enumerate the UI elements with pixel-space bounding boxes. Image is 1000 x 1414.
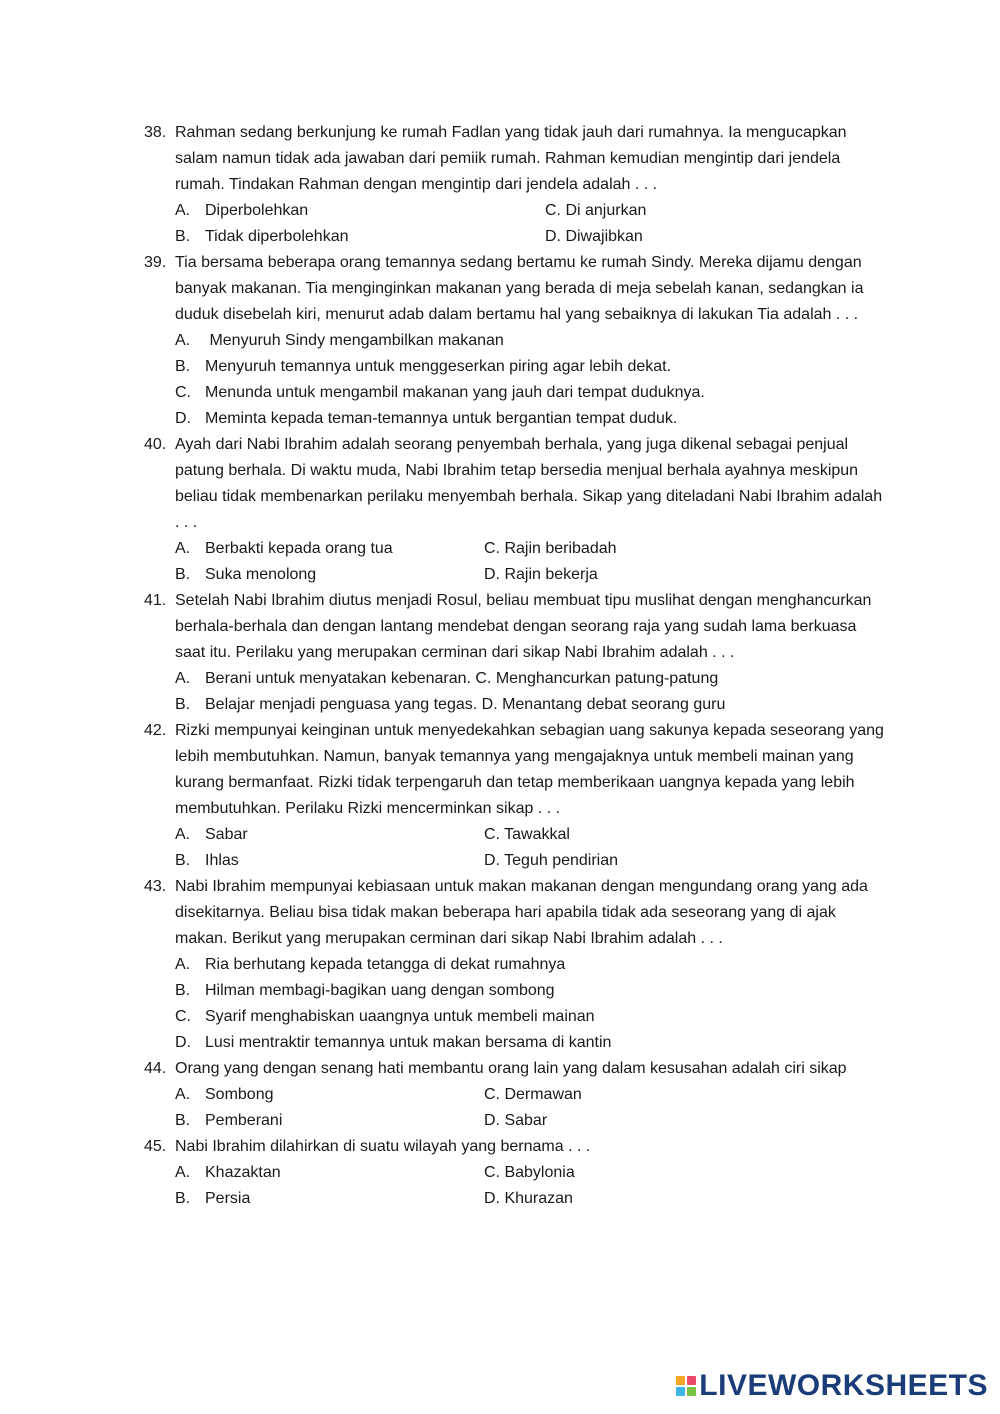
- question-text: Tia bersama beberapa orang temannya sedang bertamu ke rumah Sindy. Mereka dijamu dengan banyak makanan. Tia menginginkan makanan yang berada di meja sebelah kanan, sedangkan ia duduk disebelah kiri, menurut adab dalam bertamu hal yang sebaiknya di lakukan Tia adalah . . .: [175, 254, 864, 323]
- option-c[interactable]: [175, 380, 890, 406]
- option-c[interactable]: C. Tawakkal: [484, 826, 570, 843]
- question-text: Orang yang dengan senang hati membantu orang lain yang dalam kesusahan adalah ciri sikap: [175, 1060, 847, 1077]
- option-letter: C.: [175, 384, 191, 401]
- option-d[interactable]: D. Teguh pendirian: [484, 852, 619, 869]
- option-letter: B.: [175, 852, 191, 869]
- option-a[interactable]: [175, 1082, 484, 1108]
- question-number: 44.: [144, 1060, 167, 1077]
- question-number: 39.: [144, 254, 167, 271]
- option-text: Berbakti kepada orang tua: [205, 540, 393, 557]
- options-list: [175, 328, 890, 432]
- option-text: Pemberani: [205, 1112, 283, 1129]
- option-a[interactable]: [175, 1160, 484, 1186]
- option-text: Khazaktan: [205, 1164, 281, 1181]
- options-list: [175, 952, 890, 1056]
- option-letter: B.: [175, 1112, 191, 1129]
- question-text: Rizki mempunyai keinginan untuk menyedekahkan sebagian uang sakunya kepada seseorang yang lebih membutuhkan. Namun, banyak temannya yang mengajaknya untuk membeli mainan yang kurang bermanfaat. Rizki tidak terpengaruh dan tetap memberikaan uangnya kepada yang lebih membutuhkan. Perilaku Rizki mencerminkan sikap . . .: [175, 722, 884, 817]
- option-a[interactable]: [175, 328, 890, 354]
- question-text: Setelah Nabi Ibrahim diutus menjadi Rosul, beliau membuat tipu muslihat dengan menghancurkan berhala-berhala dan dengan lantang mendebat dengan seorang raja yang sudah lama berkuasa saat itu. Perilaku yang merupakan cerminan dari sikap Nabi Ibrahim adalah . . .: [175, 592, 872, 661]
- question-45: [144, 1134, 890, 1212]
- option-letter: A.: [175, 540, 191, 557]
- question-40: [144, 432, 890, 588]
- option-b[interactable]: [175, 224, 545, 250]
- option-text: Berani untuk menyatakan kebenaran. C. Menghancurkan patung-patung: [205, 670, 719, 687]
- option-b[interactable]: [175, 1108, 484, 1134]
- question-number: 40.: [144, 436, 167, 453]
- option-text: Menunda untuk mengambil makanan yang jauh dari tempat duduknya.: [205, 384, 705, 401]
- option-letter: B.: [175, 982, 191, 999]
- question-number: 42.: [144, 722, 167, 739]
- option-letter: A.: [175, 826, 191, 843]
- liveworksheets-logo[interactable]: [676, 1366, 988, 1406]
- option-c[interactable]: C. Dermawan: [484, 1086, 582, 1103]
- question-43: [144, 874, 890, 1056]
- options-list: [175, 666, 890, 718]
- option-d[interactable]: D. Rajin bekerja: [484, 566, 598, 583]
- option-text: Belajar menjadi penguasa yang tegas. D. Menantang debat seorang guru: [205, 696, 726, 713]
- option-letter: A.: [175, 670, 191, 687]
- question-number: 45.: [144, 1138, 167, 1155]
- logo-mark-cell: [687, 1387, 696, 1396]
- option-text: Ria berhutang kepada tetangga di dekat rumahnya: [205, 956, 566, 973]
- question-42: [144, 718, 890, 874]
- option-letter: B.: [175, 566, 191, 583]
- question-text: Ayah dari Nabi Ibrahim adalah seorang penyembah berhala, yang juga dikenal sebagai penjual patung berhala. Di waktu muda, Nabi Ibrahim tetap bersedia menjual berhala ayahnya meskipun beliau tidak membenarkan perilaku menyembah berhala. Sikap yang diteladani Nabi Ibrahim adalah . . .: [175, 436, 883, 531]
- option-letter: A.: [175, 202, 191, 219]
- question-44: [144, 1056, 890, 1134]
- option-a-c[interactable]: [175, 666, 890, 692]
- option-d[interactable]: D. Diwajibkan: [545, 228, 643, 245]
- option-text: Lusi mentraktir temannya untuk makan bersama di kantin: [205, 1034, 612, 1051]
- option-d[interactable]: D. Sabar: [484, 1112, 548, 1129]
- option-text: Sombong: [205, 1086, 274, 1103]
- option-text: Suka menolong: [205, 566, 317, 583]
- option-d[interactable]: D. Khurazan: [484, 1190, 573, 1207]
- option-letter: B.: [175, 358, 191, 375]
- question-38: [144, 120, 890, 250]
- question-text: Rahman sedang berkunjung ke rumah Fadlan yang tidak jauh dari rumahnya. Ia mengucapkan salam namun tidak ada jawaban dari pemiik rumah. Rahman kemudian mengintip dari jendela rumah. Tindakan Rahman dengan mengintip dari jendela adalah . . .: [175, 124, 847, 193]
- question-text: Nabi Ibrahim dilahirkan di suatu wilayah yang bernama . . .: [175, 1138, 591, 1155]
- option-b[interactable]: [175, 1186, 484, 1212]
- options-grid: [175, 822, 890, 874]
- question-number: 41.: [144, 592, 167, 609]
- option-c[interactable]: C. Rajin beribadah: [484, 540, 617, 557]
- option-letter: D.: [175, 410, 191, 427]
- option-text: Persia: [205, 1190, 251, 1207]
- option-a[interactable]: [175, 198, 545, 224]
- liveworksheets-logo-icon: [676, 1376, 696, 1396]
- option-text: Meminta kepada teman-temannya untuk bergantian tempat duduk.: [205, 410, 678, 427]
- logo-mark-cell: [687, 1376, 696, 1385]
- question-text: Nabi Ibrahim mempunyai kebiasaan untuk makan makanan dengan mengundang orang yang ada disekitarnya. Beliau bisa tidak makan beberapa hari apabila tidak ada seseorang yang di ajak makan. Berikut yang merupakan cerminan dari sikap Nabi Ibrahim adalah . . .: [175, 878, 868, 947]
- options-grid: [175, 1082, 890, 1134]
- option-d[interactable]: [175, 1030, 890, 1056]
- option-text: Diperbolehkan: [205, 202, 309, 219]
- option-text: Syarif menghabiskan uaangnya untuk membeli mainan: [205, 1008, 595, 1025]
- option-b[interactable]: [175, 354, 890, 380]
- option-text: Menyuruh Sindy mengambilkan makanan: [205, 332, 504, 349]
- option-a[interactable]: [175, 536, 484, 562]
- option-c[interactable]: [175, 1004, 890, 1030]
- logo-mark-cell: [676, 1387, 685, 1396]
- option-b[interactable]: [175, 848, 484, 874]
- options-grid: [175, 198, 890, 250]
- option-text: Tidak diperbolehkan: [205, 228, 349, 245]
- option-d[interactable]: [175, 406, 890, 432]
- option-letter: C.: [175, 1008, 191, 1025]
- option-a[interactable]: [175, 952, 890, 978]
- option-letter: B.: [175, 1190, 191, 1207]
- question-number: 38.: [144, 124, 167, 141]
- option-text: Ihlas: [205, 852, 239, 869]
- option-letter: B.: [175, 696, 191, 713]
- logo-mark-cell: [676, 1376, 685, 1385]
- option-c[interactable]: C. Di anjurkan: [545, 202, 647, 219]
- option-c[interactable]: C. Babylonia: [484, 1164, 575, 1181]
- option-text: Hilman membagi-bagikan uang dengan sombong: [205, 982, 555, 999]
- question-number: 43.: [144, 878, 167, 895]
- option-text: Menyuruh temannya untuk menggeserkan piring agar lebih dekat.: [205, 358, 672, 375]
- question-41: [144, 588, 890, 718]
- option-b[interactable]: [175, 562, 484, 588]
- options-grid: [175, 536, 890, 588]
- option-letter: B.: [175, 228, 191, 245]
- option-letter: A.: [175, 332, 191, 349]
- question-39: [144, 250, 890, 432]
- options-grid: [175, 1160, 890, 1212]
- option-letter: A.: [175, 1164, 191, 1181]
- option-letter: D.: [175, 1034, 191, 1051]
- option-letter: A.: [175, 1086, 191, 1103]
- option-b-d[interactable]: [175, 692, 890, 718]
- option-text: Sabar: [205, 826, 248, 843]
- option-b[interactable]: [175, 978, 890, 1004]
- logo-text: LIVEWORKSHEETS: [699, 1369, 988, 1402]
- option-letter: A.: [175, 956, 191, 973]
- worksheet-page: [0, 120, 1000, 1212]
- option-a[interactable]: [175, 822, 484, 848]
